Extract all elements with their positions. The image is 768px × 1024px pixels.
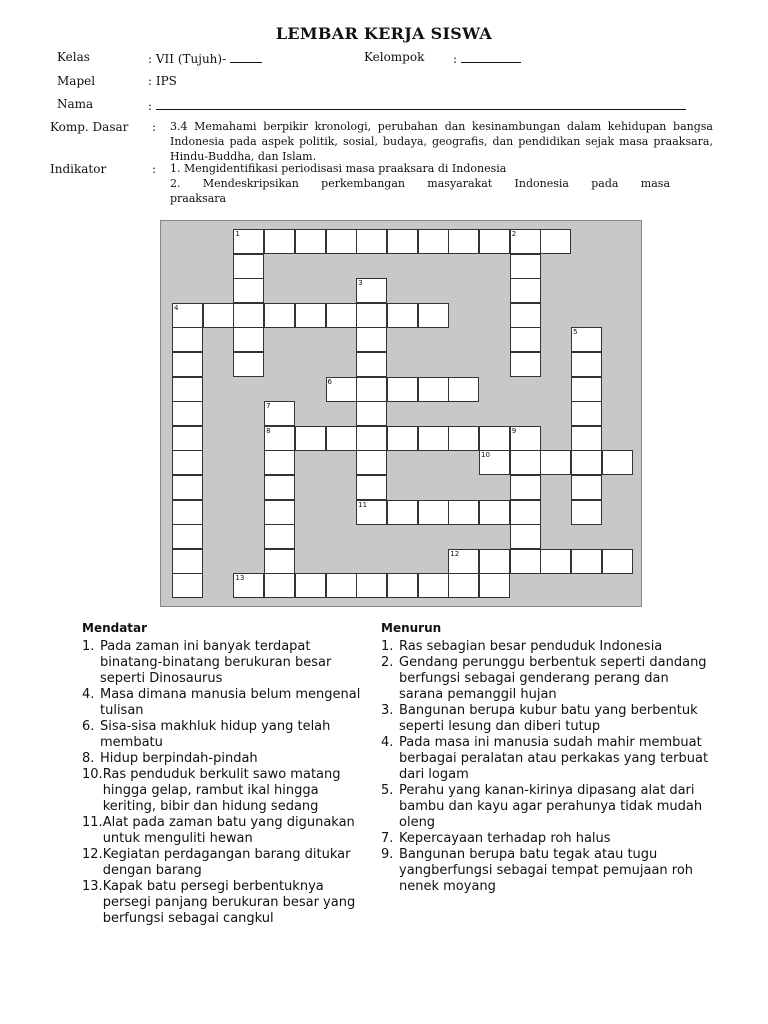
mendatar-clue (82, 687, 372, 719)
clue-num: 8. (82, 751, 95, 766)
crossword-cell[interactable] (356, 303, 387, 328)
crossword-cell[interactable] (479, 549, 510, 574)
crossword-cell[interactable] (264, 475, 295, 500)
menurun-section (381, 620, 711, 895)
crossword-cell[interactable] (448, 500, 479, 525)
crossword-cell[interactable] (510, 549, 541, 574)
indikator-colon: : (152, 162, 157, 176)
clue-num: 4. (82, 687, 95, 702)
crossword-cell[interactable] (295, 426, 326, 451)
crossword-cell[interactable] (172, 327, 203, 352)
crossword-cell[interactable] (264, 549, 295, 574)
crossword-cell[interactable] (540, 229, 571, 254)
crossword-cell[interactable] (387, 229, 418, 254)
clue-text: Kepercayaan terhadap roh halus (399, 831, 611, 846)
crossword-cell[interactable] (510, 254, 541, 279)
menurun-clue (381, 655, 711, 703)
indikator-label: Indikator (50, 162, 107, 176)
clue-num: 1. (381, 639, 394, 654)
clue-number: 10 (481, 451, 490, 460)
crossword-cell[interactable] (479, 229, 510, 254)
crossword-cell[interactable] (233, 573, 264, 598)
crossword-cell[interactable] (326, 426, 357, 451)
menurun-clue (381, 847, 711, 895)
crossword-cell[interactable] (571, 450, 602, 475)
crossword-cell[interactable] (571, 500, 602, 525)
mendatar-clue (82, 719, 372, 751)
mendatar-clue (82, 847, 372, 879)
crossword-cell[interactable] (510, 450, 541, 475)
nama-label: Nama (57, 97, 94, 111)
crossword-cell[interactable] (387, 303, 418, 328)
indikator-2a: 2. Mendeskripsikan perkembangan masyarakat Indonesia pada masa (170, 177, 670, 190)
crossword-cell[interactable] (264, 426, 295, 451)
clue-num: 7. (381, 831, 394, 846)
crossword-cell[interactable] (356, 573, 387, 598)
clue-num: 1. (82, 639, 95, 654)
mendatar-clue (82, 879, 372, 927)
crossword-cell[interactable] (172, 401, 203, 426)
mendatar-clue (82, 639, 372, 687)
clue-num: 5. (381, 783, 394, 798)
crossword-cell[interactable] (510, 303, 541, 328)
crossword-cell[interactable] (479, 426, 510, 451)
clue-text: Pada zaman ini banyak terdapat binatang-binatang berukuran besar seperti Dinosaurus (100, 639, 332, 686)
menurun-clue (381, 735, 711, 783)
clue-number: 1 (235, 230, 240, 238)
crossword-cell[interactable] (264, 573, 295, 598)
page-title: LEMBAR KERJA SISWA (275, 24, 493, 43)
crossword-cell[interactable] (356, 475, 387, 500)
crossword-cell[interactable] (326, 303, 357, 328)
clue-text: Kegiatan perdagangan barang ditukar dengan barang (102, 847, 351, 878)
clue-text: Ras penduduk berkulit sawo matang hingga gelap, rambut ikal hingga keriting, bibir dan hidung sedang (102, 767, 341, 814)
mapel-value: : IPS (148, 74, 177, 88)
crossword-cell[interactable] (356, 450, 387, 475)
crossword-cell[interactable] (448, 377, 479, 402)
crossword-cell[interactable] (448, 426, 479, 451)
crossword-cell[interactable] (356, 500, 387, 525)
clue-text: Sisa-sisa makhluk hidup yang telah membatu (100, 719, 331, 750)
crossword-cell[interactable] (387, 573, 418, 598)
crossword-cell[interactable] (233, 254, 264, 279)
crossword-grid (160, 220, 642, 607)
crossword-cell[interactable] (387, 426, 418, 451)
crossword-cell[interactable] (326, 377, 357, 402)
crossword-cell[interactable] (479, 573, 510, 598)
mendatar-heading: Mendatar (82, 621, 148, 635)
crossword-cell[interactable] (602, 450, 633, 475)
crossword-cell[interactable] (233, 278, 264, 303)
menurun-clue (381, 783, 711, 831)
clue-number: 6 (327, 377, 332, 386)
indikator-1: 1. Mengidentifikasi periodisasi masa praaksara di Indonesia (170, 162, 507, 175)
clue-number: 7 (266, 402, 271, 411)
crossword-cell[interactable] (356, 377, 387, 402)
clue-num: 6. (82, 719, 95, 734)
clue-number: 3 (358, 279, 363, 288)
crossword-cell[interactable] (172, 573, 203, 598)
kd-text: 3.4 Memahami berpikir kronologi, perubahan dan kesinambungan dalam kehidupan bangsa Indonesia pada aspek politik, sosial, budaya, geografis, dan pendidikan sejak masa praaksara, Hindu-Buddha, dan Islam. (170, 120, 713, 163)
crossword-cell[interactable] (172, 303, 203, 328)
clue-text: Bangunan berupa kubur batu yang berbentuk seperti lesung dan diberi tutup (399, 703, 698, 734)
clue-text: Gendang perunggu berbentuk seperti dandang berfungsi sebagai genderang perang dan sarana pemanggil hujan (399, 655, 707, 702)
clue-num: 9. (381, 847, 394, 862)
crossword-cell[interactable] (510, 229, 541, 254)
crossword-cell[interactable] (233, 327, 264, 352)
crossword-cell[interactable] (295, 303, 326, 328)
clue-text: Hidup berpindah-pindah (100, 751, 258, 766)
crossword-cell[interactable] (172, 377, 203, 402)
crossword-cell[interactable] (571, 475, 602, 500)
crossword-cell[interactable] (540, 450, 571, 475)
clue-text: Alat pada zaman batu yang digunakan untuk menguliti hewan (102, 815, 355, 846)
crossword-cell[interactable] (418, 377, 449, 402)
kd-label: Komp. Dasar (50, 120, 129, 134)
mendatar-clue (82, 767, 372, 815)
clue-number: 12 (450, 549, 460, 558)
clue-number: 13 (235, 574, 245, 583)
clue-num: 12. (82, 847, 103, 862)
nama-value: : (148, 97, 686, 113)
crossword-cell[interactable] (510, 426, 541, 451)
crossword-cell[interactable] (233, 303, 264, 328)
crossword-cell[interactable] (203, 303, 234, 328)
crossword-cell[interactable] (448, 229, 479, 254)
mendatar-clue (82, 815, 372, 847)
clue-text: Bangunan berupa batu tegak atau tugu yangberfungsi sebagai tempat pemujaan roh nenek moyang (399, 847, 694, 894)
crossword-cell[interactable] (264, 401, 295, 426)
kelas-value: : VII (Tujuh)- (148, 50, 262, 66)
menurun-heading: Menurun (381, 621, 442, 635)
crossword-cell[interactable] (418, 573, 449, 598)
clue-num: 4. (381, 735, 394, 750)
crossword-cell[interactable] (571, 426, 602, 451)
menurun-clue (381, 831, 711, 847)
crossword-cell[interactable] (356, 327, 387, 352)
crossword-cell[interactable] (356, 426, 387, 451)
clue-number: 2 (511, 230, 517, 238)
clue-number: 8 (266, 426, 271, 435)
crossword-cell[interactable] (172, 450, 203, 475)
kelompok-blank[interactable] (461, 50, 521, 63)
crossword-cell[interactable] (356, 352, 387, 377)
crossword-cell[interactable] (510, 500, 541, 525)
clue-text: Perahu yang kanan-kirinya dipasang alat dari bambu dan kayu agar perahunya tidak mudah oleng (399, 783, 703, 830)
mendatar-section (82, 620, 372, 927)
crossword-cell[interactable] (510, 327, 541, 352)
crossword-cell[interactable] (510, 475, 541, 500)
crossword-cell[interactable] (356, 229, 387, 254)
crossword-cell[interactable] (172, 549, 203, 574)
kelas-blank[interactable] (230, 50, 262, 63)
crossword-cell[interactable] (571, 401, 602, 426)
crossword-cell[interactable] (264, 450, 295, 475)
nama-blank[interactable] (156, 97, 686, 110)
crossword-cell[interactable] (448, 549, 479, 574)
clue-text: Masa dimana manusia belum mengenal tulisan (100, 687, 361, 718)
crossword-cell[interactable] (571, 377, 602, 402)
crossword-cell[interactable] (326, 229, 357, 254)
clue-num: 11. (82, 815, 103, 830)
crossword-cell[interactable] (295, 573, 326, 598)
crossword-cell[interactable] (479, 500, 510, 525)
crossword-cell[interactable] (295, 229, 326, 254)
crossword-cell[interactable] (356, 401, 387, 426)
kelompok-value: : (453, 50, 521, 66)
crossword-cell[interactable] (510, 278, 541, 303)
indikator-2b: praaksara (170, 192, 227, 205)
mapel-label: Mapel (57, 74, 96, 88)
clue-num: 3. (381, 703, 394, 718)
mendatar-clue (82, 751, 372, 767)
crossword-cell[interactable] (356, 278, 387, 303)
clue-number: 9 (511, 426, 517, 435)
clue-text: Ras sebagian besar penduduk Indonesia (399, 639, 663, 654)
crossword-cell[interactable] (264, 524, 295, 549)
crossword-cell[interactable] (571, 352, 602, 377)
crossword-cell[interactable] (571, 327, 602, 352)
crossword-cell[interactable] (602, 549, 633, 574)
crossword-cell[interactable] (326, 573, 357, 598)
crossword-cell[interactable] (418, 426, 449, 451)
crossword-cell[interactable] (264, 500, 295, 525)
crossword-cell[interactable] (172, 352, 203, 377)
crossword-cell[interactable] (479, 450, 510, 475)
clue-num: 10. (82, 767, 103, 782)
clue-text: Kapak batu persegi berbentuknya persegi panjang berukuran besar yang berfungsi sebagai cangkul (102, 879, 356, 926)
menurun-clue (381, 639, 711, 655)
crossword-cell[interactable] (233, 229, 264, 254)
clue-num: 13. (82, 879, 103, 894)
crossword-cell[interactable] (172, 426, 203, 451)
crossword-cell[interactable] (172, 475, 203, 500)
crossword-cell[interactable] (387, 500, 418, 525)
clue-text: Pada masa ini manusia sudah mahir membuat berbagai peralatan atau perkakas yang terbuat dari logam (399, 735, 709, 782)
crossword-cell[interactable] (387, 377, 418, 402)
crossword-cell[interactable] (418, 500, 449, 525)
crossword-cell[interactable] (571, 549, 602, 574)
crossword-cell[interactable] (264, 229, 295, 254)
clue-number: 4 (174, 303, 179, 312)
crossword-cell[interactable] (510, 352, 541, 377)
crossword-cell[interactable] (510, 524, 541, 549)
crossword-cell[interactable] (264, 303, 295, 328)
clue-number: 11 (358, 500, 368, 509)
crossword-cell[interactable] (418, 229, 449, 254)
crossword-cell[interactable] (172, 500, 203, 525)
crossword-cell[interactable] (540, 549, 571, 574)
menurun-clue (381, 703, 711, 735)
crossword-cell[interactable] (172, 524, 203, 549)
kelompok-label: Kelompok (364, 50, 425, 64)
kelas-label: Kelas (57, 50, 90, 64)
crossword-cell[interactable] (233, 352, 264, 377)
clue-num: 2. (381, 655, 394, 670)
crossword-cell[interactable] (418, 303, 449, 328)
kd-colon: : (152, 120, 157, 134)
crossword-cell[interactable] (448, 573, 479, 598)
clue-number: 5 (573, 328, 578, 337)
